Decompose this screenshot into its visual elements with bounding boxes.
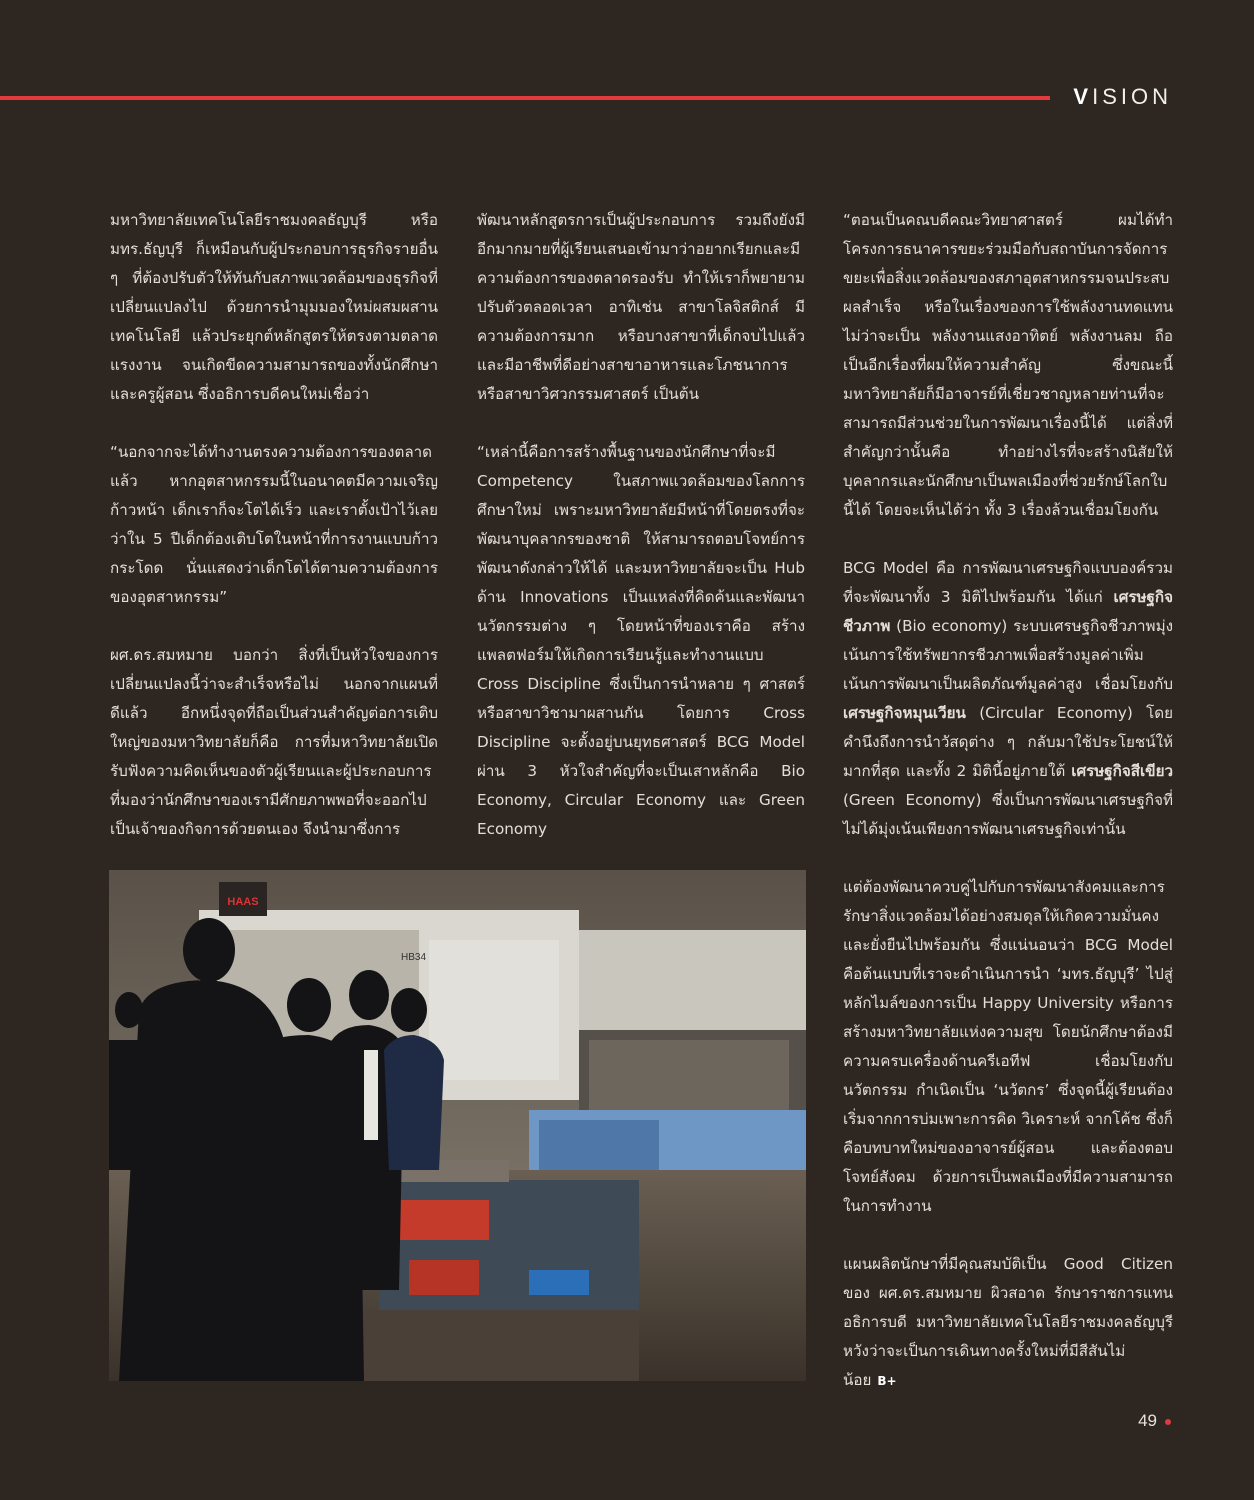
photo-illustration [109, 870, 806, 1381]
page-number-text: 49 [1138, 1411, 1157, 1430]
section-label-rest: ISION [1092, 84, 1172, 109]
bold-term-green-economy: เศรษฐกิจสีเขียว [1071, 762, 1173, 780]
column2-paragraph-2: “เหล่านี้คือการสร้างพื้นฐานของนักศึกษาที่จะมี Competency ในสภาพแวดล้อมของโลกการศึกษาใหม่ เพราะมหาวิทยาลัยมีหน้าที่โดยตรงที่จะพัฒนาบุคลากรของชาติ ให้สามารถตอบโจทย์การพัฒนาดังกล่าวให้ได้ และมหาวิทยาลัยจะเป็น Hub ด้าน Innovations เป็นแหล่งที่คิดค้นและพัฒนานวัตกรรมต่าง ๆ โดยหน้าที่ของเราคือ สร้างแพลตฟอร์มให้เกิดการเรียนรู้และทำงานแบบ Cross Discipline ซึ่งเป็นการนำหลาย ๆ ศาสตร์หรือสาขาวิชามาผสานกัน โดยการ Cross Discipline จะตั้งอยู่บนยุทธศาสตร์ BCG Model ผ่าน 3 หัวใจสำคัญที่จะเป็นเสาหลักคือ Bio Economy, Circular Economy และ Green Economy [477, 443, 805, 838]
text-run: (Circular Economy) โดยคำนึงถึงการนำวัสดุต่าง ๆ กลับมาใช้ประโยชน์ให้มากที่สุด และทั้ง 2 มิตินี้อยู่ภายใต้ [843, 704, 1173, 780]
section-label-initial: V [1073, 84, 1093, 109]
text-run: แผนผลิตนักษาที่มีคุณสมบัติเป็น Good Citizen ของ ผศ.ดร.สมหมาย ผิวสอาด รักษาราชการแทนอธิการบดี มหาวิทยาลัยเทคโนโลยีราชมงคลธัญบุรี หวังว่าจะเป็นการเดินทางครั้งใหม่ที่มีสีสันไม่น้อย [843, 1255, 1173, 1389]
text-run: BCG Model คือ การพัฒนาเศรษฐกิจแบบองค์รวมที่จะพัฒนาทั้ง 3 มิติไปพร้อมกัน ได้แก่ [843, 559, 1173, 606]
column2-paragraph-1: พัฒนาหลักสูตรการเป็นผู้ประกอบการ รวมถึงยังมีอีกมากมายที่ผู้เรียนเสนอเข้ามาว่าอยากเรียกและมีความต้องการของตลาดรองรับ ทำให้เราก็พยายามปรับตัวตลอดเวลา อาทิเช่น สาขาโลจิสติกส์ มีความต้องการมาก หรือบางสาขาที่เด็กจบไปแล้วและมีอาชีพที่ดีอย่างสาขาอาหารและโภชนาการ หรือสาขาวิศวกรรมศาสตร์ เป็นต้น [477, 211, 805, 403]
column3-paragraph-4 [843, 1250, 1173, 1396]
text-run: (Green Economy) ซึ่งเป็นการพัฒนาเศรษฐกิจที่ไม่ได้มุ่งเน้นเพียงการพัฒนาเศรษฐกิจเท่านั้น [843, 791, 1173, 838]
column1-paragraph-2: “นอกจากจะได้ทำงานตรงความต้องการของตลาดแล้ว หากอุตสาหกรรมนี้ในอนาคตมีความเจริญก้าวหน้า เด็กเราก็จะโตได้เร็ว และเราตั้งเป้าไว้เลยว่าใน 5 ปีเด็กต้องเติบโตในหน้าที่การงานแบบก้าวกระโดด นั่นแสดงว่าเด็กโตได้ตามความต้องการของอุตสาหกรรม” [110, 443, 438, 606]
column1-paragraph-3: ผศ.ดร.สมหมาย บอกว่า สิ่งที่เป็นหัวใจของการเปลี่ยนแปลงนี้ว่าจะสำเร็จหรือไม่ นอกจากแผนที่ดีแล้ว อีกหนึ่งจุดที่ถือเป็นส่วนสำคัญต่อการเติบใหญ่ของมหาวิทยาลัยก็คือ การที่มหาวิทยาลัยเปิดรับฟังความคิดเห็นของตัวผู้เรียนและผู้ประกอบการที่มองว่านักศึกษาของเรามีศักยภาพพอที่จะออกไปเป็นเจ้าของกิจการด้วยตนเอง จึงนำมาซึ่งการ [110, 646, 438, 838]
bold-term-circular-economy: เศรษฐกิจหมุนเวียน [843, 704, 966, 722]
text-run: (Bio economy) ระบบเศรษฐกิจชีวภาพมุ่งเน้นการใช้ทรัพยากรชีวภาพเพื่อสร้างมูลค่าเพิ่ม เน้นการพัฒนาเป็นผลิตภัณฑ์มูลค่าสูง เชื่อมโยงกับ [843, 617, 1173, 693]
header-rule [0, 96, 1050, 100]
column3-paragraph-3: แต่ต้องพัฒนาควบคู่ไปกับการพัฒนาสังคมและการรักษาสิ่งแวดล้อมได้อย่างสมดุลให้เกิดความมั่นคงและยั่งยืนไปพร้อมกัน ซึ่งแน่นอนว่า BCG Model คือต้นแบบที่เราจะดำเนินการนำ ‘มทร.ธัญบุรี’ ไปสู่หลักไมล์ของการเป็น Happy University หรือการสร้างมหาวิทยาลัยแห่งความสุข โดยนักศึกษาต้องมีความครบเครื่องด้านครีเอทีฟ เชื่อมโยงกับนวัตกรรม กำเนิดเป็น ‘นวัตกร’ ซึ่งจุดนี้ผู้เรียนต้องเริ่มจากการบ่มเพาะการคิด วิเคราะห์ จากโค้ช ซึ่งก็คือบทบาทใหม่ของอาจารย์ผู้สอน และต้องตอบโจทย์สังคม ด้วยการเป็นพลเมืองที่มีความสามารถในการทำงาน [843, 878, 1173, 1215]
article-end-mark: B+ [877, 1374, 897, 1388]
svg-text:HB34: HB34 [401, 952, 427, 963]
bullet-dot-icon [1165, 1419, 1171, 1425]
article-column-2 [477, 206, 805, 873]
article-column-3 [843, 206, 1173, 1425]
column3-paragraph-1: “ตอนเป็นคณบดีคณะวิทยาศาสตร์ ผมได้ทำโครงการธนาคารขยะร่วมมือกับสถาบันการจัดการขยะเพื่อสิ่งแวดล้อมของสภาอุตสาหกรรมจนประสบผลสำเร็จ หรือในเรื่องของการใช้พลังงานทดแทน ไม่ว่าจะเป็น พลังงานแสงอาทิตย์ พลังงานลม ถือเป็นอีกเรื่องที่ผมให้ความสำคัญ ซึ่งขณะนี้มหาวิทยาลัยก็มีอาจารย์ที่เชี่ยวชาญหลายท่านที่จะสามารถมีส่วนช่วยในการพัฒนาเรื่องนี้ได้ แต่สิ่งที่สำคัญกว่านั้นคือ ทำอย่างไรที่จะสร้างนิสัยให้บุคลากรและนักศึกษาเป็นพลเมืองที่ช่วยรักษ์โลกใบนี้ได้ โดยจะเห็นได้ว่า ทั้ง 3 เรื่องล้วนเชื่อมโยงกัน [843, 211, 1173, 519]
column1-paragraph-1: มหาวิทยาลัยเทคโนโลยีราชมงคลธัญบุรี หรือ มทร.ธัญบุรี ก็เหมือนกับผู้ประกอบการธุรกิจรายอื่น ๆ ที่ต้องปรับตัวให้ทันกับสภาพแวดล้อมของธุรกิจที่เปลี่ยนแปลงไป ด้วยการนำมุมมองใหม่ผสมผสานเทคโนโลยี แล้วประยุกต์หลักสูตรให้ตรงตามตลาดแรงงาน จนเกิดขีดความสามารถของทั้งนักศึกษาและครูผู้สอน ซึ่งอธิการบดีคนใหม่เชื่อว่า [110, 211, 438, 403]
svg-text:HAAS: HAAS [227, 896, 259, 908]
bold-term-bio-economy: เศรษฐกิจชีวภาพ [843, 588, 1173, 635]
section-label [1073, 84, 1172, 110]
article-column-1 [110, 206, 438, 873]
column3-paragraph-2 [843, 554, 1173, 844]
page-number [1138, 1411, 1171, 1431]
factory-visit-photo [109, 870, 806, 1381]
